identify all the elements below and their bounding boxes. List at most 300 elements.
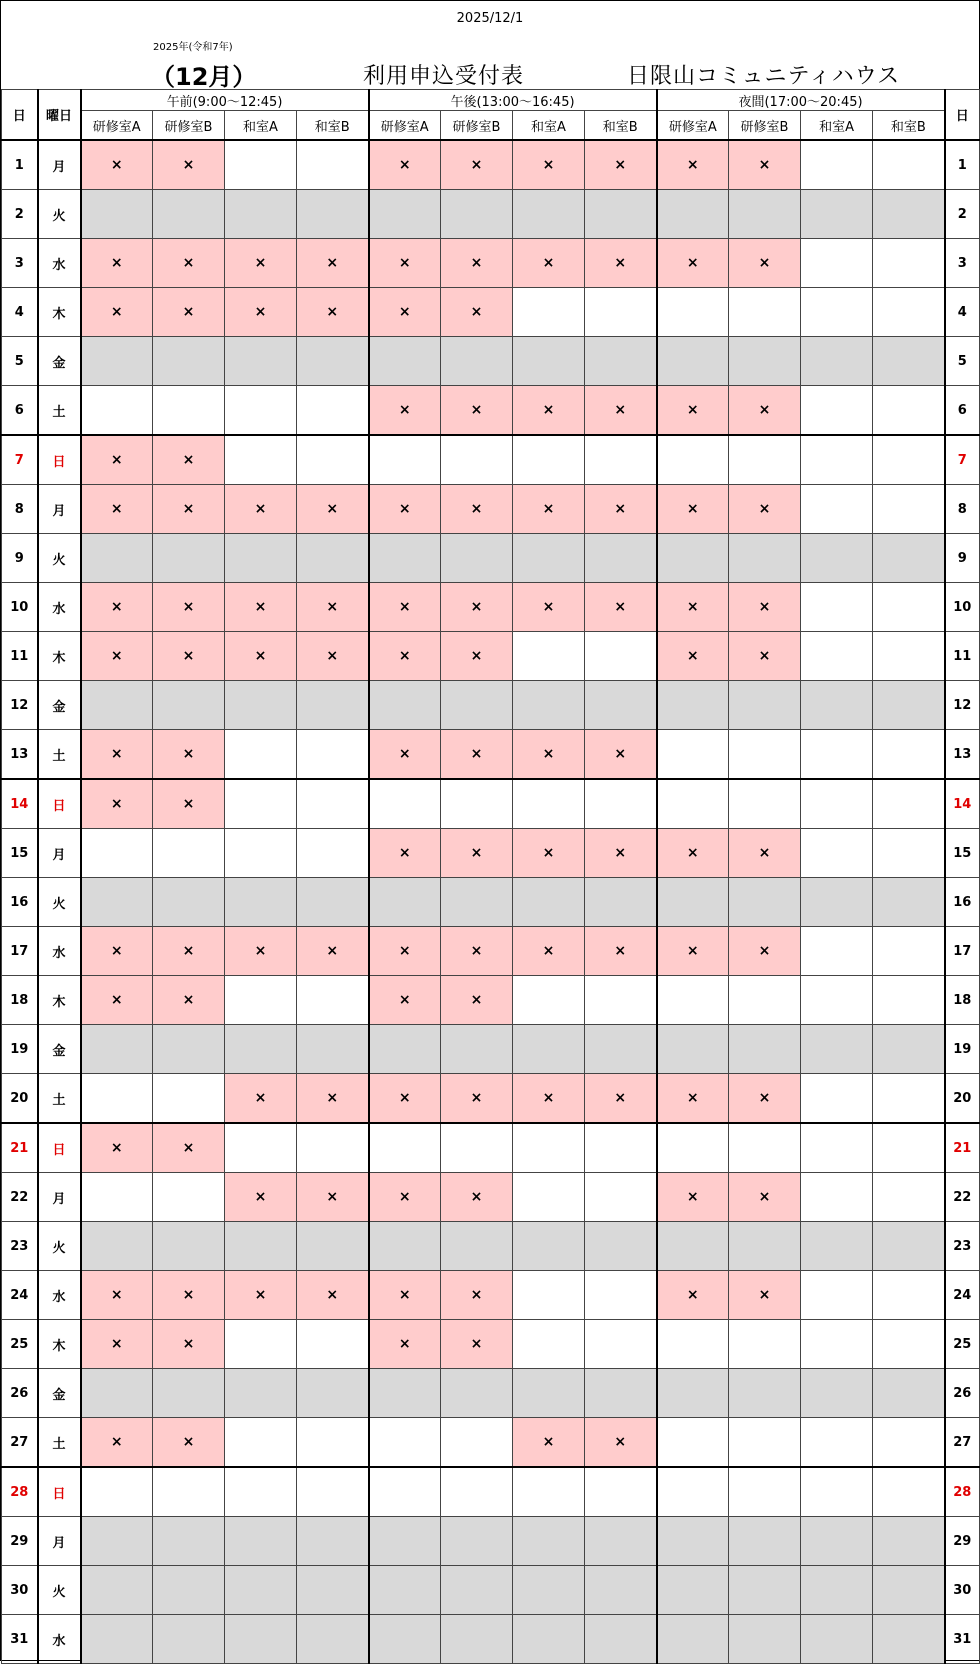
available-cell bbox=[513, 1173, 585, 1222]
booked-cell: × bbox=[297, 1271, 369, 1320]
available-cell bbox=[801, 1074, 873, 1124]
booked-cell: × bbox=[153, 779, 225, 829]
day-number: 1 bbox=[2, 140, 38, 190]
closed-cell bbox=[225, 1517, 297, 1566]
available-cell bbox=[657, 288, 729, 337]
booked-cell: × bbox=[585, 485, 657, 534]
day-number: 9 bbox=[2, 534, 38, 583]
booked-cell: × bbox=[729, 927, 801, 976]
available-cell bbox=[585, 1320, 657, 1369]
booked-cell: × bbox=[153, 583, 225, 632]
available-cell bbox=[873, 1074, 945, 1124]
available-cell bbox=[585, 632, 657, 681]
booked-cell: × bbox=[729, 632, 801, 681]
available-cell bbox=[873, 485, 945, 534]
booked-cell: × bbox=[225, 288, 297, 337]
closed-cell bbox=[657, 190, 729, 239]
closed-cell bbox=[81, 1517, 153, 1566]
available-cell bbox=[297, 386, 369, 436]
closed-cell bbox=[441, 1222, 513, 1271]
closed-cell bbox=[873, 190, 945, 239]
available-cell bbox=[801, 1123, 873, 1173]
day-number: 25 bbox=[2, 1320, 38, 1369]
closed-cell bbox=[657, 1369, 729, 1418]
booked-cell: × bbox=[513, 927, 585, 976]
closed-cell bbox=[873, 681, 945, 730]
available-cell bbox=[729, 779, 801, 829]
closed-cell bbox=[801, 1517, 873, 1566]
booked-cell: × bbox=[513, 239, 585, 288]
booked-cell: × bbox=[153, 730, 225, 780]
booked-cell: × bbox=[657, 239, 729, 288]
closed-cell bbox=[513, 1517, 585, 1566]
day-row bbox=[2, 730, 980, 780]
closed-cell bbox=[513, 1025, 585, 1074]
closed-cell bbox=[153, 1222, 225, 1271]
available-cell bbox=[585, 1123, 657, 1173]
closed-cell bbox=[441, 337, 513, 386]
slot-header-row bbox=[2, 90, 980, 111]
closed-cell bbox=[729, 534, 801, 583]
closed-cell bbox=[297, 190, 369, 239]
available-cell bbox=[873, 239, 945, 288]
closed-cell bbox=[873, 1517, 945, 1566]
available-cell bbox=[225, 386, 297, 436]
booked-cell: × bbox=[369, 239, 441, 288]
available-cell bbox=[441, 1467, 513, 1517]
closed-cell bbox=[873, 1369, 945, 1418]
closed-cell bbox=[153, 1566, 225, 1615]
available-cell bbox=[585, 435, 657, 485]
room-header: 研修室A bbox=[657, 111, 729, 141]
day-number-right: 24 bbox=[945, 1271, 980, 1320]
closed-cell bbox=[81, 190, 153, 239]
day-of-week: 木 bbox=[38, 976, 81, 1025]
closed-cell bbox=[729, 1517, 801, 1566]
closed-cell bbox=[585, 1615, 657, 1664]
closed-cell bbox=[513, 1566, 585, 1615]
day-row bbox=[2, 1222, 980, 1271]
booked-cell: × bbox=[441, 1173, 513, 1222]
day-of-week: 月 bbox=[38, 1173, 81, 1222]
booked-cell: × bbox=[441, 829, 513, 878]
booked-cell: × bbox=[369, 583, 441, 632]
day-of-week: 日 bbox=[38, 1467, 81, 1517]
booked-cell: × bbox=[81, 1320, 153, 1369]
booked-cell: × bbox=[657, 829, 729, 878]
booked-cell: × bbox=[369, 485, 441, 534]
booked-cell: × bbox=[225, 927, 297, 976]
available-cell bbox=[225, 976, 297, 1025]
day-row bbox=[2, 829, 980, 878]
available-cell bbox=[873, 779, 945, 829]
day-row bbox=[2, 1320, 980, 1369]
day-number-right: 16 bbox=[945, 878, 980, 927]
booked-cell: × bbox=[729, 239, 801, 288]
room-header: 和室A bbox=[801, 111, 873, 141]
closed-cell bbox=[585, 878, 657, 927]
available-cell bbox=[297, 435, 369, 485]
day-number-right: 1 bbox=[945, 140, 980, 190]
day-number-right: 2 bbox=[945, 190, 980, 239]
available-cell bbox=[297, 1123, 369, 1173]
month-label: （12月） bbox=[151, 63, 257, 91]
day-number: 27 bbox=[2, 1418, 38, 1468]
available-cell bbox=[729, 1320, 801, 1369]
booked-cell: × bbox=[585, 239, 657, 288]
booked-cell: × bbox=[81, 1271, 153, 1320]
closed-cell bbox=[801, 190, 873, 239]
available-cell bbox=[801, 1320, 873, 1369]
closed-cell bbox=[369, 534, 441, 583]
booked-cell: × bbox=[441, 485, 513, 534]
booked-cell: × bbox=[297, 632, 369, 681]
day-of-week: 金 bbox=[38, 1025, 81, 1074]
available-cell bbox=[153, 1074, 225, 1124]
booked-cell: × bbox=[81, 632, 153, 681]
booked-cell: × bbox=[441, 1074, 513, 1124]
booked-cell: × bbox=[369, 632, 441, 681]
booked-cell: × bbox=[657, 1074, 729, 1124]
available-cell bbox=[513, 779, 585, 829]
available-cell bbox=[153, 386, 225, 436]
booked-cell: × bbox=[81, 779, 153, 829]
closed-cell bbox=[297, 1025, 369, 1074]
booked-cell: × bbox=[441, 583, 513, 632]
available-cell bbox=[369, 779, 441, 829]
day-number-right: 20 bbox=[945, 1074, 980, 1124]
day-number: 2 bbox=[2, 190, 38, 239]
booked-cell: × bbox=[441, 927, 513, 976]
closed-cell bbox=[297, 1222, 369, 1271]
booked-cell: × bbox=[729, 485, 801, 534]
schedule-table bbox=[1, 89, 980, 1664]
booked-cell: × bbox=[369, 386, 441, 436]
closed-cell bbox=[369, 681, 441, 730]
booked-cell: × bbox=[585, 1418, 657, 1468]
day-row bbox=[2, 1418, 980, 1468]
day-row bbox=[2, 337, 980, 386]
available-cell bbox=[297, 1418, 369, 1468]
booked-cell: × bbox=[441, 288, 513, 337]
booked-cell: × bbox=[585, 1074, 657, 1124]
day-of-week: 火 bbox=[38, 1222, 81, 1271]
booked-cell: × bbox=[225, 1074, 297, 1124]
available-cell bbox=[801, 1271, 873, 1320]
day-of-week: 水 bbox=[38, 239, 81, 288]
day-number-right: 29 bbox=[945, 1517, 980, 1566]
booked-cell: × bbox=[153, 927, 225, 976]
closed-cell bbox=[225, 534, 297, 583]
available-cell bbox=[729, 288, 801, 337]
booked-cell: × bbox=[369, 288, 441, 337]
booked-cell: × bbox=[369, 1074, 441, 1124]
closed-cell bbox=[801, 534, 873, 583]
available-cell bbox=[513, 976, 585, 1025]
day-of-week: 木 bbox=[38, 1320, 81, 1369]
booked-cell: × bbox=[441, 1320, 513, 1369]
available-cell bbox=[513, 632, 585, 681]
day-number-right: 18 bbox=[945, 976, 980, 1025]
closed-cell bbox=[297, 1615, 369, 1664]
day-number: 31 bbox=[2, 1615, 38, 1664]
room-header: 和室B bbox=[585, 111, 657, 141]
booked-cell: × bbox=[657, 386, 729, 436]
day-number-right: 31 bbox=[945, 1615, 980, 1664]
booked-cell: × bbox=[153, 1418, 225, 1468]
day-number-right: 26 bbox=[945, 1369, 980, 1418]
available-cell bbox=[441, 435, 513, 485]
booked-cell: × bbox=[225, 632, 297, 681]
available-cell bbox=[657, 730, 729, 780]
day-row bbox=[2, 485, 980, 534]
closed-cell bbox=[873, 1566, 945, 1615]
closed-cell bbox=[441, 1615, 513, 1664]
closed-cell bbox=[657, 337, 729, 386]
day-row bbox=[2, 632, 980, 681]
booked-cell: × bbox=[729, 829, 801, 878]
closed-cell bbox=[513, 1222, 585, 1271]
closed-cell bbox=[729, 1615, 801, 1664]
day-of-week: 土 bbox=[38, 386, 81, 436]
closed-cell bbox=[225, 681, 297, 730]
sheet-title: 利用申込受付表 bbox=[363, 64, 525, 89]
closed-cell bbox=[585, 1517, 657, 1566]
booked-cell: × bbox=[441, 976, 513, 1025]
day-number: 20 bbox=[2, 1074, 38, 1124]
available-cell bbox=[369, 435, 441, 485]
day-row bbox=[2, 1074, 980, 1124]
available-cell bbox=[297, 779, 369, 829]
available-cell bbox=[225, 829, 297, 878]
closed-cell bbox=[81, 1566, 153, 1615]
booked-cell: × bbox=[729, 583, 801, 632]
day-number-right: 21 bbox=[945, 1123, 980, 1173]
closed-cell bbox=[225, 190, 297, 239]
closed-cell bbox=[729, 681, 801, 730]
closed-cell bbox=[801, 681, 873, 730]
available-cell bbox=[801, 829, 873, 878]
day-number: 12 bbox=[2, 681, 38, 730]
day-number-right: 4 bbox=[945, 288, 980, 337]
schedule-body bbox=[2, 140, 980, 1664]
booked-cell: × bbox=[225, 1271, 297, 1320]
closed-cell bbox=[153, 534, 225, 583]
day-of-week: 月 bbox=[38, 1517, 81, 1566]
closed-cell bbox=[441, 1025, 513, 1074]
closed-cell bbox=[225, 1566, 297, 1615]
available-cell bbox=[153, 1173, 225, 1222]
available-cell bbox=[873, 1173, 945, 1222]
closed-cell bbox=[585, 1222, 657, 1271]
available-cell bbox=[81, 1173, 153, 1222]
booked-cell: × bbox=[81, 1123, 153, 1173]
closed-cell bbox=[297, 681, 369, 730]
day-of-week: 木 bbox=[38, 632, 81, 681]
available-cell bbox=[297, 829, 369, 878]
closed-cell bbox=[657, 878, 729, 927]
available-cell bbox=[729, 1467, 801, 1517]
closed-cell bbox=[585, 190, 657, 239]
available-cell bbox=[369, 1467, 441, 1517]
closed-cell bbox=[81, 1025, 153, 1074]
day-number: 30 bbox=[2, 1566, 38, 1615]
closed-cell bbox=[657, 534, 729, 583]
available-cell bbox=[657, 1320, 729, 1369]
booked-cell: × bbox=[153, 435, 225, 485]
day-number-right: 8 bbox=[945, 485, 980, 534]
booked-cell: × bbox=[297, 583, 369, 632]
day-number-right: 17 bbox=[945, 927, 980, 976]
closed-cell bbox=[801, 1025, 873, 1074]
available-cell bbox=[369, 1418, 441, 1468]
booked-cell: × bbox=[153, 485, 225, 534]
day-number: 11 bbox=[2, 632, 38, 681]
available-cell bbox=[657, 435, 729, 485]
available-cell bbox=[801, 927, 873, 976]
closed-cell bbox=[369, 337, 441, 386]
day-number-right: 11 bbox=[945, 632, 980, 681]
booked-cell: × bbox=[297, 288, 369, 337]
closed-cell bbox=[297, 534, 369, 583]
closed-cell bbox=[153, 878, 225, 927]
available-cell bbox=[873, 1123, 945, 1173]
day-number-right: 12 bbox=[945, 681, 980, 730]
booked-cell: × bbox=[441, 140, 513, 190]
day-number: 8 bbox=[2, 485, 38, 534]
available-cell bbox=[441, 1123, 513, 1173]
room-header: 和室B bbox=[873, 111, 945, 141]
day-row bbox=[2, 386, 980, 436]
closed-cell bbox=[873, 337, 945, 386]
booked-cell: × bbox=[81, 288, 153, 337]
booked-cell: × bbox=[657, 927, 729, 976]
day-of-week: 水 bbox=[38, 583, 81, 632]
available-cell bbox=[801, 1467, 873, 1517]
day-of-week: 金 bbox=[38, 337, 81, 386]
available-cell bbox=[729, 1123, 801, 1173]
booked-cell: × bbox=[585, 829, 657, 878]
closed-cell bbox=[657, 1222, 729, 1271]
booked-cell: × bbox=[729, 386, 801, 436]
day-row bbox=[2, 779, 980, 829]
available-cell bbox=[225, 1467, 297, 1517]
day-number-right: 15 bbox=[945, 829, 980, 878]
closed-cell bbox=[225, 1369, 297, 1418]
closed-cell bbox=[513, 681, 585, 730]
booked-cell: × bbox=[225, 1173, 297, 1222]
booked-cell: × bbox=[585, 583, 657, 632]
room-header: 研修室A bbox=[369, 111, 441, 141]
booked-cell: × bbox=[441, 1271, 513, 1320]
closed-cell bbox=[585, 1566, 657, 1615]
available-cell bbox=[801, 386, 873, 436]
closed-cell bbox=[657, 681, 729, 730]
day-number: 7 bbox=[2, 435, 38, 485]
booked-cell: × bbox=[585, 730, 657, 780]
booked-cell: × bbox=[369, 1271, 441, 1320]
available-cell bbox=[801, 583, 873, 632]
closed-cell bbox=[225, 337, 297, 386]
closed-cell bbox=[153, 1369, 225, 1418]
day-number-right: 27 bbox=[945, 1418, 980, 1468]
available-cell bbox=[801, 730, 873, 780]
closed-cell bbox=[585, 1025, 657, 1074]
booked-cell: × bbox=[153, 140, 225, 190]
day-of-week: 水 bbox=[38, 1615, 81, 1664]
available-cell bbox=[297, 1467, 369, 1517]
available-cell bbox=[801, 140, 873, 190]
day-row bbox=[2, 878, 980, 927]
closed-cell bbox=[225, 1222, 297, 1271]
available-cell bbox=[657, 1123, 729, 1173]
day-row bbox=[2, 534, 980, 583]
closed-cell bbox=[801, 1566, 873, 1615]
available-cell bbox=[873, 1418, 945, 1468]
closed-cell bbox=[657, 1025, 729, 1074]
day-number: 10 bbox=[2, 583, 38, 632]
closed-cell bbox=[153, 1615, 225, 1664]
available-cell bbox=[873, 829, 945, 878]
closed-cell bbox=[801, 1615, 873, 1664]
booked-cell: × bbox=[657, 485, 729, 534]
closed-cell bbox=[729, 1566, 801, 1615]
booked-cell: × bbox=[81, 485, 153, 534]
day-row bbox=[2, 1123, 980, 1173]
available-cell bbox=[657, 976, 729, 1025]
closed-cell bbox=[369, 1369, 441, 1418]
closed-cell bbox=[297, 337, 369, 386]
closed-cell bbox=[369, 1222, 441, 1271]
day-column-header: 日 bbox=[2, 90, 38, 141]
available-cell bbox=[513, 1271, 585, 1320]
day-row bbox=[2, 1566, 980, 1615]
closed-cell bbox=[441, 1566, 513, 1615]
available-cell bbox=[801, 976, 873, 1025]
booked-cell: × bbox=[297, 927, 369, 976]
day-of-week: 木 bbox=[38, 288, 81, 337]
available-cell bbox=[513, 435, 585, 485]
day-row bbox=[2, 288, 980, 337]
day-number-right: 7 bbox=[945, 435, 980, 485]
day-number-right: 9 bbox=[945, 534, 980, 583]
room-header: 研修室B bbox=[153, 111, 225, 141]
closed-cell bbox=[369, 1615, 441, 1664]
booked-cell: × bbox=[153, 1271, 225, 1320]
closed-cell bbox=[81, 1222, 153, 1271]
day-number: 19 bbox=[2, 1025, 38, 1074]
closed-cell bbox=[585, 337, 657, 386]
booked-cell: × bbox=[369, 829, 441, 878]
closed-cell bbox=[873, 534, 945, 583]
day-of-week: 水 bbox=[38, 927, 81, 976]
closed-cell bbox=[513, 190, 585, 239]
available-cell bbox=[801, 485, 873, 534]
booked-cell: × bbox=[729, 140, 801, 190]
dow-column-header: 曜日 bbox=[38, 90, 81, 141]
day-of-week: 土 bbox=[38, 1418, 81, 1468]
closed-cell bbox=[153, 1517, 225, 1566]
day-number-right: 6 bbox=[945, 386, 980, 436]
day-of-week: 土 bbox=[38, 730, 81, 780]
facility-name: 日限山コミュニティハウス bbox=[627, 64, 901, 89]
day-of-week: 火 bbox=[38, 1566, 81, 1615]
day-row bbox=[2, 976, 980, 1025]
booked-cell: × bbox=[81, 976, 153, 1025]
room-header: 和室A bbox=[225, 111, 297, 141]
available-cell bbox=[801, 1173, 873, 1222]
booked-cell: × bbox=[513, 1074, 585, 1124]
